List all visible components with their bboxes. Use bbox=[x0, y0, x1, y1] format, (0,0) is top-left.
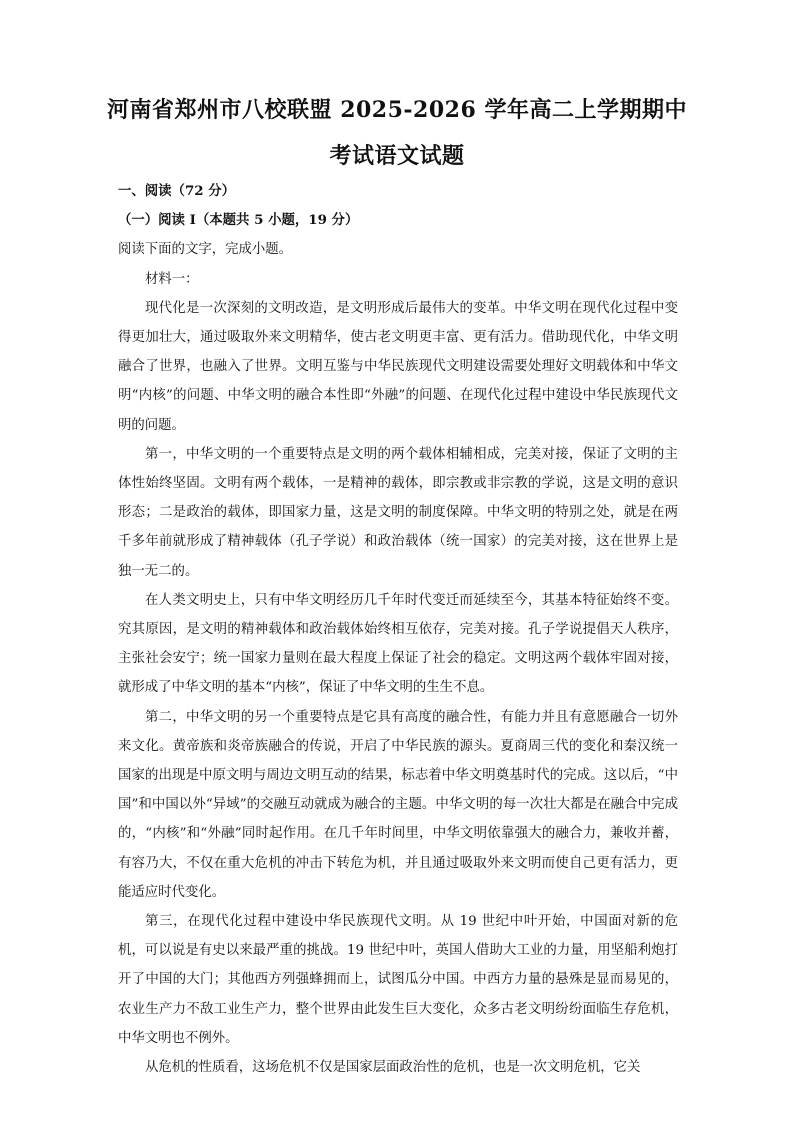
section-heading: 一、阅读（72 分） bbox=[118, 183, 236, 199]
paragraph: 第三，在现代化过程中建设中华民族现代文明。从 19 世纪中叶开始，中国面对新的危机，可以说是有史以来最严重的挑战。19 世纪中叶，英国人借助大工业的力量，用坚船利炮打开了中国的大门；其他西方列强蜂拥而上，试图瓜分中国。中西方力量的悬殊是显而易见的，农业生产力不敌工业生产力，整个世界由此发生巨大变化，众多古老文明纷纷面临生存危机，中华文明也不例外。 bbox=[118, 914, 678, 1046]
paragraph: 第二，中华文明的另一个重要特点是它具有高度的融合性，有能力并且有意愿融合一切外来文化。黄帝族和炎帝族融合的传说，开启了中华民族的源头。夏商周三代的变化和秦汉统一国家的出现是中原文明与周边文明互动的结果，标志着中华文明奠基时代的完成。这以后，“中国”和中国以外“异域”的交融互动就成为融合的主题。中华文明的每一次壮大都是在融合中完成的，“内核”和“外融”同时起作用。在几千年时间里，中华文明依靠强大的融合力，兼收并蓄，有容乃大，不仅在重大危机的冲击下转危为机，并且通过吸取外来文明而使自己更有活力，更能适应时代变化。 bbox=[118, 709, 678, 900]
paragraph: 从危机的性质看，这场危机不仅是国家层面政治性的危机，也是一次文明危机，它关 bbox=[145, 1060, 641, 1076]
instruction-text: 阅读下面的文字，完成小题。 bbox=[118, 242, 293, 258]
material-paragraphs bbox=[118, 294, 678, 1082]
paragraph: 在人类文明史上，只有中华文明经历几千年时代变迁而延续至今，其基本特征始终不变。究其原因，是文明的精神载体和政治载体始终相互依存，完美对接。孔子学说提倡天人秩序，主张社会安宁；统一国家力量则在最大程度上保证了社会的稳定。文明这两个载体牢固对接，就形成了中华文明的基本“内核”，保证了中华文明的生生不息。 bbox=[118, 592, 678, 696]
document-title-line-2: 考试语文试题 bbox=[329, 143, 465, 169]
document-title-line-1: 河南省郑州市八校联盟 2025-2026 学年高二上学期期中 bbox=[107, 97, 687, 123]
paragraph: 第一，中华文明的一个重要特点是文明的两个载体相辅相成，完美对接，保证了文明的主体性始终坚固。文明有两个载体，一是精神的载体，即宗教或非宗教的学说，这是文明的意识形态；二是政治的载体，即国家力量，这是文明的制度保障。中华文明的特别之处，就是在两千多年前就形成了精神载体（孔子学说）和政治载体（统一国家）的完美对接，这在世界上是独一无二的。 bbox=[118, 446, 678, 579]
paragraph: 现代化是一次深刻的文明改造，是文明形成后最伟大的变革。中华文明在现代化过程中变得更加壮大，通过吸取外来文明精华，使古老文明更丰富、更有活力。借助现代化，中华文明融合了世界，也融入了世界。文明互鉴与中华民族现代文明建设需要处理好文明载体和中华文明“内核”的问题、中华文明的融合本性即“外融”的问题、在现代化过程中建设中华民族现代文明的问题。 bbox=[118, 300, 678, 433]
material-label: 材料一： bbox=[145, 271, 199, 287]
document-body bbox=[118, 177, 678, 1082]
subsection-heading: （一）阅读 I（本题共 5 小题，19 分） bbox=[118, 212, 359, 229]
